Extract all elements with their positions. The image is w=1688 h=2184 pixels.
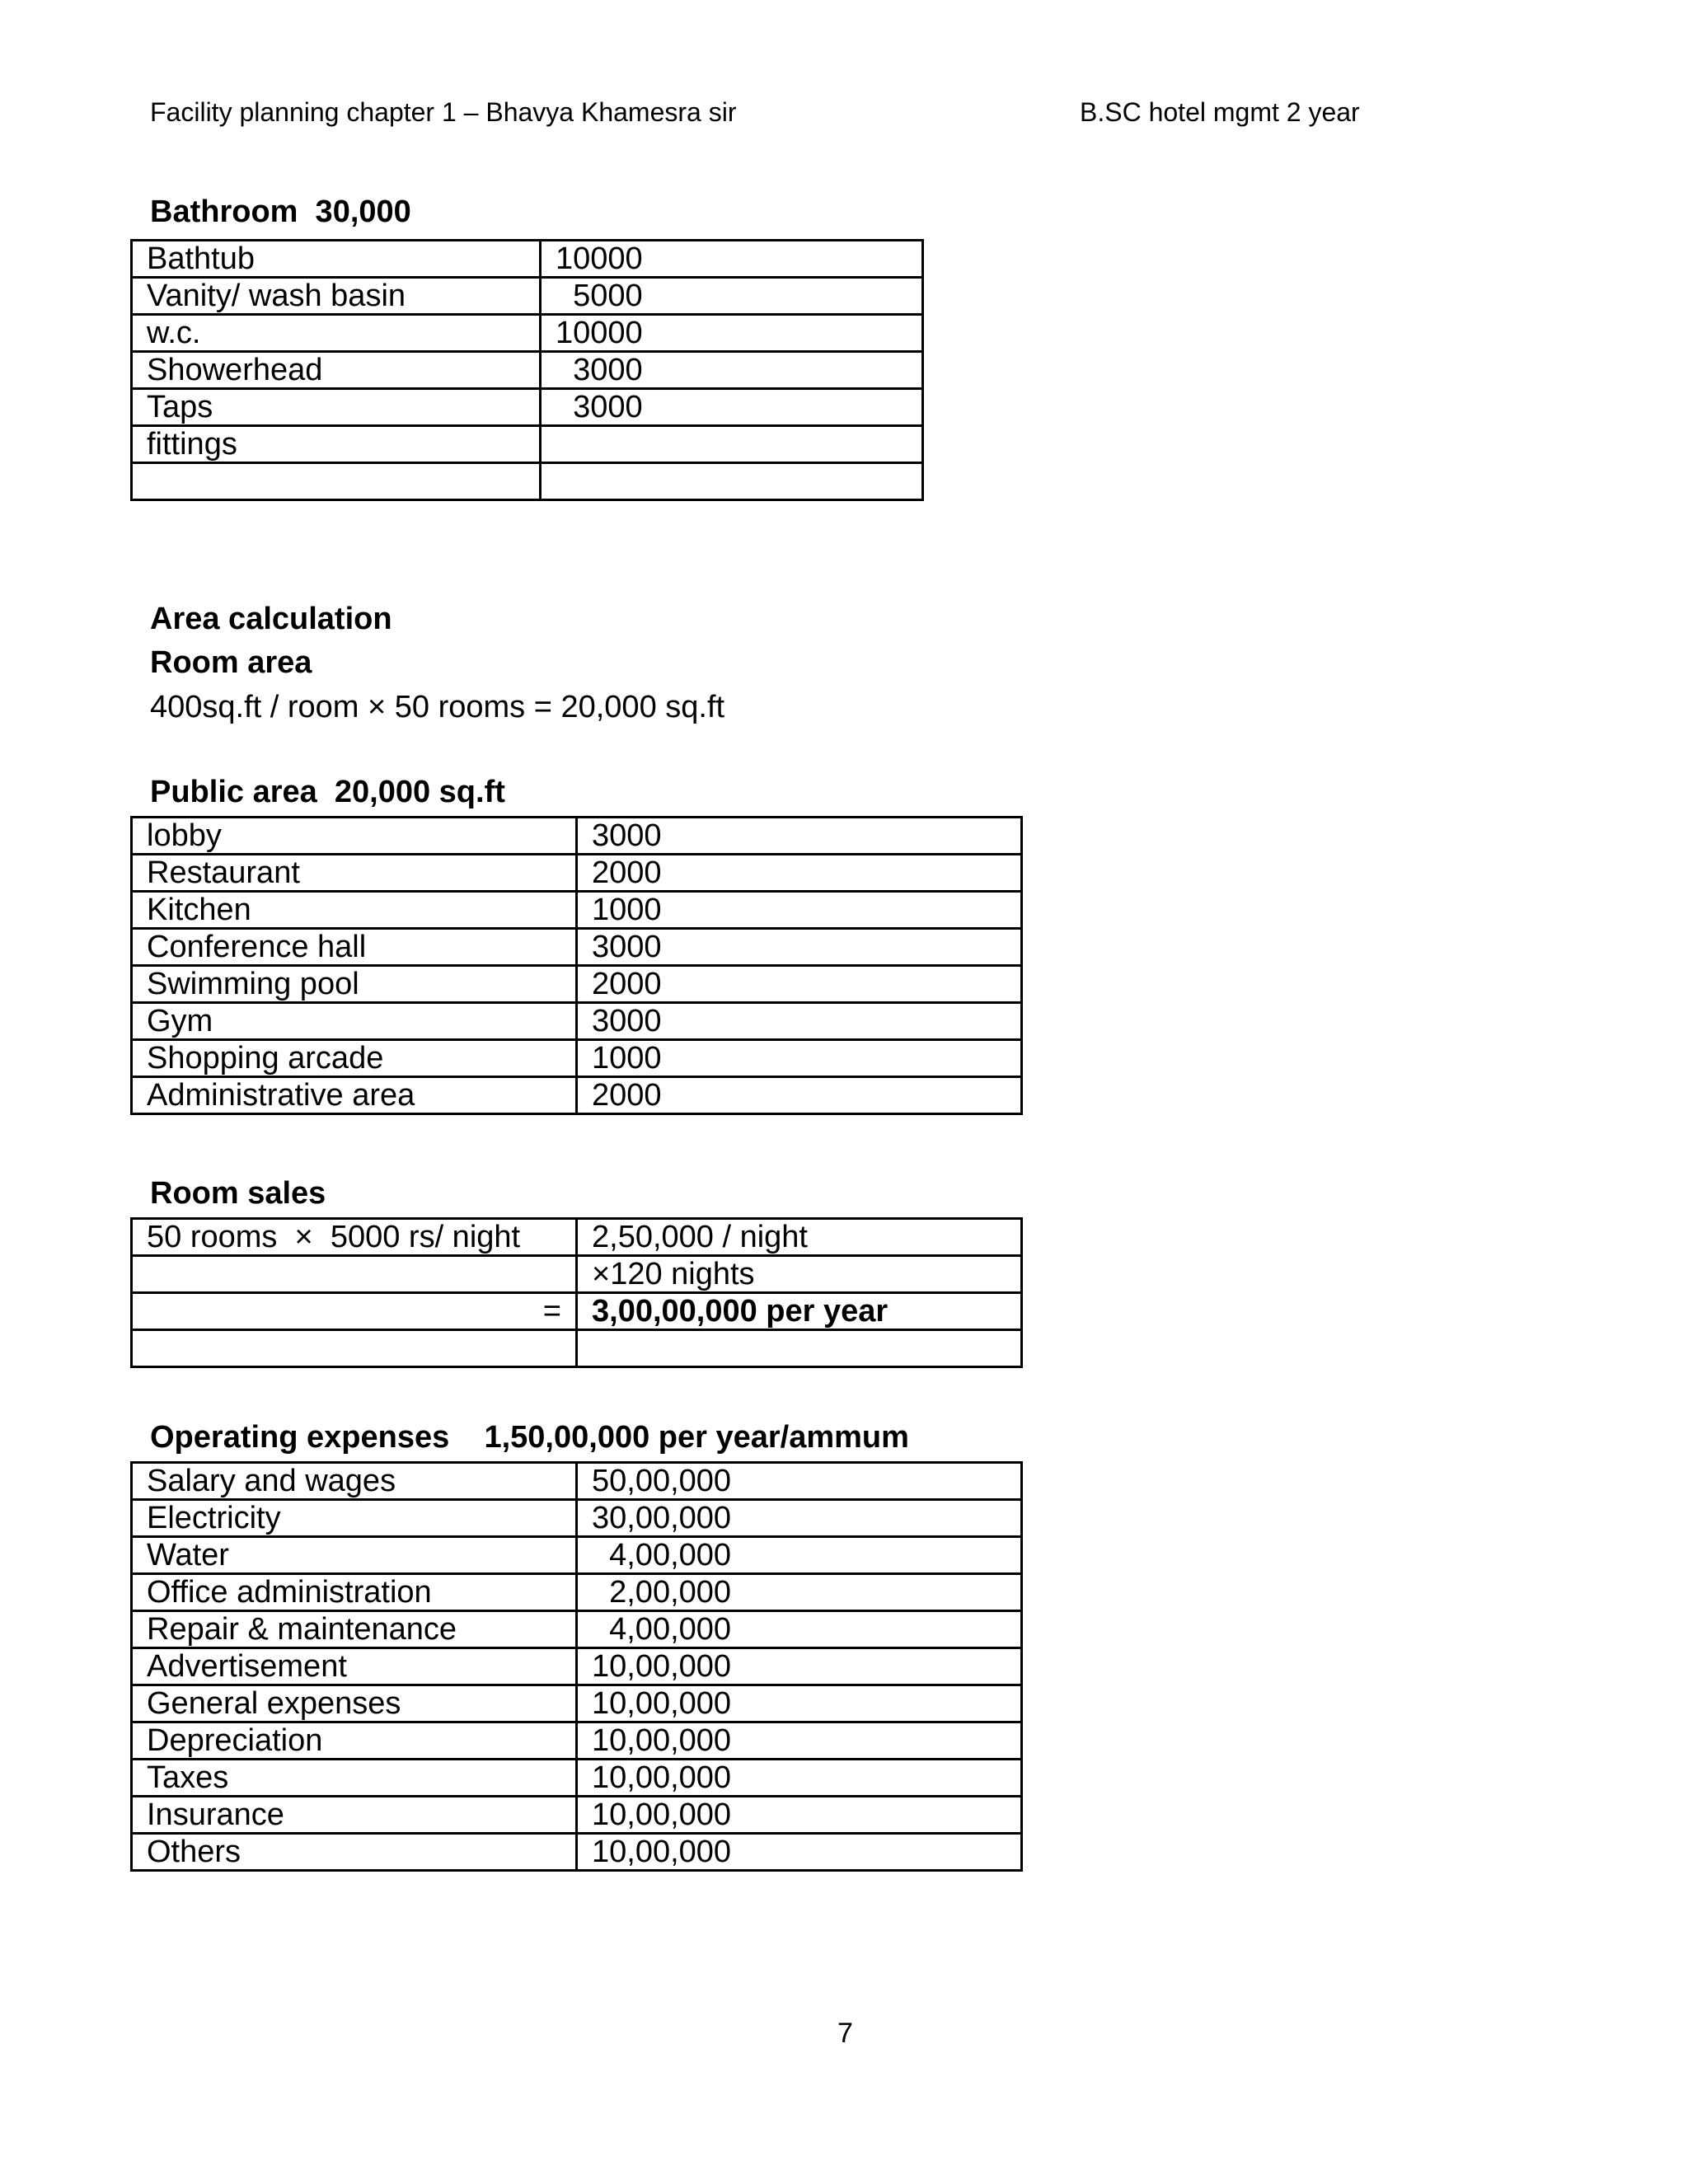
table-row <box>132 818 1022 855</box>
table-row <box>132 1330 1022 1367</box>
item-cell: Depreciation <box>132 1722 577 1760</box>
value-cell: 5000 <box>541 278 923 315</box>
value-cell: 1000 <box>577 1040 1022 1077</box>
value-cell: 10,00,000 <box>577 1722 1022 1760</box>
table-row <box>132 1293 1022 1330</box>
value-cell: 1000 <box>577 892 1022 929</box>
value-cell: 10000 <box>541 315 923 352</box>
table-row <box>132 855 1022 892</box>
page-number: 7 <box>837 2018 853 2049</box>
equals-cell: = <box>132 1293 577 1330</box>
header-left: Facility planning chapter 1 – Bhavya Khamesra sir <box>150 97 737 127</box>
operating-expenses-title: Operating expenses 1,50,00,000 per year/ammum <box>150 1420 909 1455</box>
table-row <box>132 352 923 389</box>
table-row <box>132 1219 1022 1256</box>
item-cell <box>132 463 541 500</box>
table-row <box>132 1003 1022 1040</box>
value-cell: 3000 <box>577 1003 1022 1040</box>
value-cell: 2000 <box>577 966 1022 1003</box>
table-row <box>132 426 923 463</box>
table-row <box>132 315 923 352</box>
value-cell: 3000 <box>577 929 1022 966</box>
item-cell: lobby <box>132 818 577 855</box>
operating-expenses-table <box>130 1461 1023 1872</box>
table-row <box>132 1040 1022 1077</box>
value-cell: 2000 <box>577 1077 1022 1114</box>
item-cell: Showerhead <box>132 352 541 389</box>
item-cell: Water <box>132 1537 577 1574</box>
table-row <box>132 1685 1022 1722</box>
table-row <box>132 241 923 278</box>
value-cell <box>541 463 923 500</box>
item-cell: Salary and wages <box>132 1463 577 1500</box>
bathroom-title: Bathroom 30,000 <box>150 194 411 229</box>
item-cell: Insurance <box>132 1797 577 1834</box>
item-cell: Office administration <box>132 1574 577 1611</box>
table-row <box>132 966 1022 1003</box>
item-cell: Taps <box>132 389 541 426</box>
table-row <box>132 463 923 500</box>
total-cell: 3,00,00,000 per year <box>577 1293 1022 1330</box>
table-row <box>132 1463 1022 1500</box>
item-cell: General expenses <box>132 1685 577 1722</box>
value-cell: 10,00,000 <box>577 1648 1022 1685</box>
item-cell: Repair & maintenance <box>132 1611 577 1648</box>
table-row <box>132 1537 1022 1574</box>
item-cell: Administrative area <box>132 1077 577 1114</box>
bathroom-table <box>130 239 924 501</box>
value-cell: 50,00,000 <box>577 1463 1022 1500</box>
public-area-table <box>130 816 1023 1115</box>
item-cell: Taxes <box>132 1760 577 1797</box>
item-cell: Restaurant <box>132 855 577 892</box>
item-cell: Advertisement <box>132 1648 577 1685</box>
value-cell: 3000 <box>541 389 923 426</box>
table-row <box>132 1077 1022 1114</box>
value-cell: 4,00,000 <box>577 1537 1022 1574</box>
item-cell: Gym <box>132 1003 577 1040</box>
item-cell: Vanity/ wash basin <box>132 278 541 315</box>
table-row <box>132 278 923 315</box>
table-row <box>132 1797 1022 1834</box>
room-sales-table <box>130 1217 1023 1368</box>
header-right: B.SC hotel mgmt 2 year <box>1080 97 1360 127</box>
value-cell: 3000 <box>541 352 923 389</box>
table-row <box>132 1722 1022 1760</box>
item-cell: Kitchen <box>132 892 577 929</box>
value-cell: 2,50,000 / night <box>577 1219 1022 1256</box>
item-cell: fittings <box>132 426 541 463</box>
room-sales-title: Room sales <box>150 1176 326 1211</box>
table-row <box>132 929 1022 966</box>
value-cell: 30,00,000 <box>577 1500 1022 1537</box>
table-row <box>132 892 1022 929</box>
value-cell <box>577 1330 1022 1367</box>
room-area-title: Room area <box>150 645 312 680</box>
value-cell: 4,00,000 <box>577 1611 1022 1648</box>
item-cell: Electricity <box>132 1500 577 1537</box>
item-cell: Bathtub <box>132 241 541 278</box>
public-area-title: Public area 20,000 sq.ft <box>150 775 505 809</box>
item-cell: w.c. <box>132 315 541 352</box>
item-cell: Swimming pool <box>132 966 577 1003</box>
table-row <box>132 1611 1022 1648</box>
table-row <box>132 389 923 426</box>
value-cell: 2000 <box>577 855 1022 892</box>
value-cell: 10,00,000 <box>577 1685 1022 1722</box>
value-cell <box>541 426 923 463</box>
table-row <box>132 1760 1022 1797</box>
table-row <box>132 1648 1022 1685</box>
item-cell: Others <box>132 1834 577 1871</box>
item-cell: Conference hall <box>132 929 577 966</box>
value-cell: 10,00,000 <box>577 1834 1022 1871</box>
value-cell: 10,00,000 <box>577 1797 1022 1834</box>
value-cell: ×120 nights <box>577 1256 1022 1293</box>
value-cell: 2,00,000 <box>577 1574 1022 1611</box>
table-row <box>132 1574 1022 1611</box>
table-row <box>132 1500 1022 1537</box>
item-cell: Shopping arcade <box>132 1040 577 1077</box>
room-area-formula: 400sq.ft / room × 50 rooms = 20,000 sq.ft <box>150 690 725 724</box>
value-cell: 10,00,000 <box>577 1760 1022 1797</box>
value-cell: 3000 <box>577 818 1022 855</box>
item-cell: 50 rooms × 5000 rs/ night <box>132 1219 577 1256</box>
item-cell <box>132 1330 577 1367</box>
item-cell <box>132 1256 577 1293</box>
table-row <box>132 1834 1022 1871</box>
area-calculation-title: Area calculation <box>150 602 392 636</box>
value-cell: 10000 <box>541 241 923 278</box>
table-row <box>132 1256 1022 1293</box>
